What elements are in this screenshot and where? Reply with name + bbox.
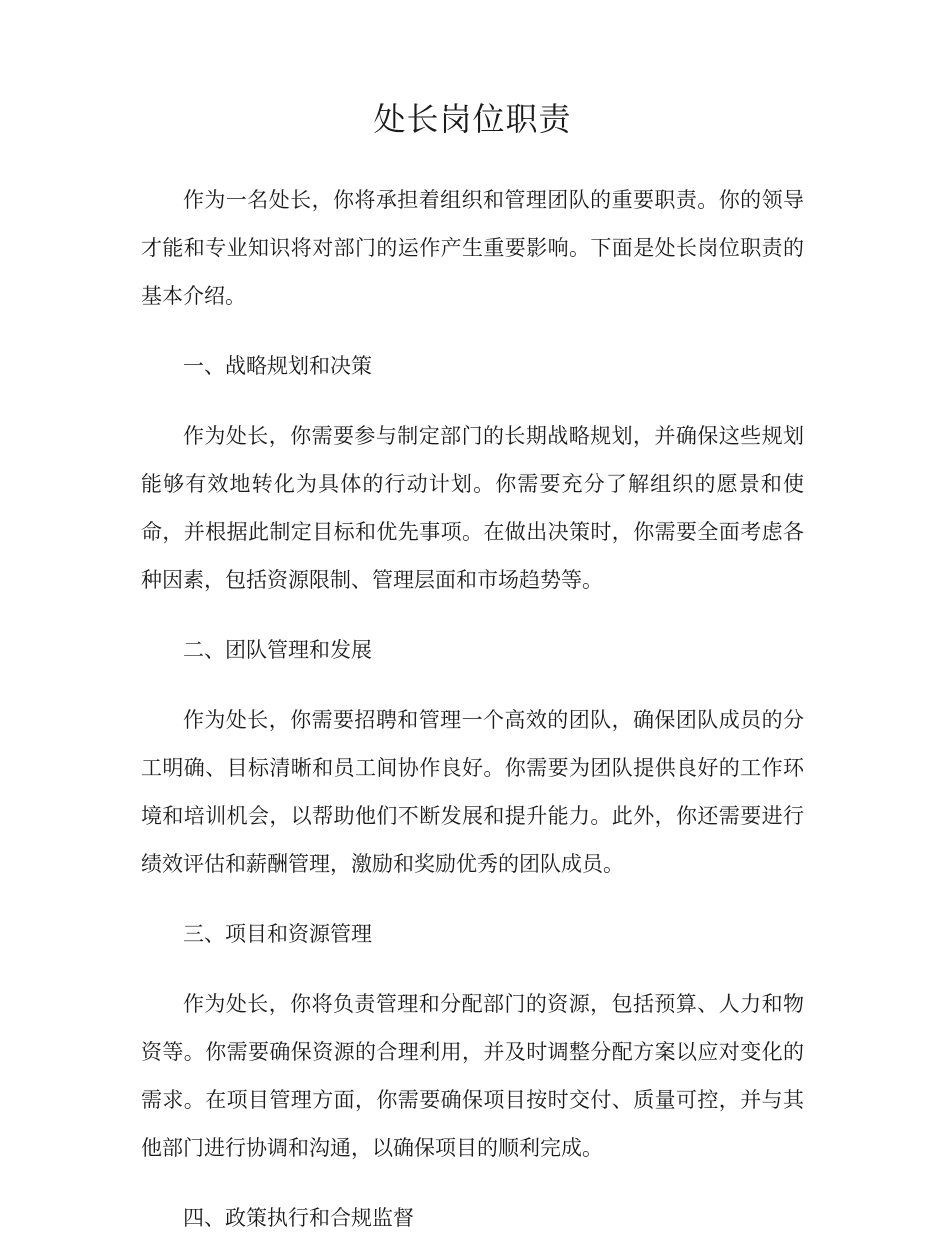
document-title: 处长岗位职责	[373, 100, 572, 138]
section-heading-4: 四、政策执行和合规监督	[183, 1206, 414, 1230]
section-body-3: 作为处长，你将负责管理和分配部门的资源，包括预算、人力和物资等。你需要确保资源的合理利用，并及时调整分配方案以应对变化的需求。在项目管理方面，你需要确保项目按时交付、质量可控，并与其他部门进行协调和沟通，以确保项目的顺利完成。	[141, 992, 804, 1160]
section-heading-1: 一、战略规划和决策	[183, 354, 372, 378]
intro-paragraph: 作为一名处长，你将承担着组织和管理团队的重要职责。你的领导才能和专业知识将对部门的运作产生重要影响。下面是处长岗位职责的基本介绍。	[141, 188, 804, 308]
section-body-2: 作为处长，你需要招聘和管理一个高效的团队，确保团队成员的分工明确、目标清晰和员工间协作良好。你需要为团队提供良好的工作环境和培训机会，以帮助他们不断发展和提升能力。此外，你还需要进行绩效评估和薪酬管理，激励和奖励优秀的团队成员。	[141, 708, 804, 876]
section-heading-2: 二、团队管理和发展	[183, 638, 372, 662]
section-body-1: 作为处长，你需要参与制定部门的长期战略规划，并确保这些规划能够有效地转化为具体的行动计划。你需要充分了解组织的愿景和使命，并根据此制定目标和优先事项。在做出决策时，你需要全面考虑各种因素，包括资源限制、管理层面和市场趋势等。	[141, 424, 804, 592]
section-heading-3: 三、项目和资源管理	[183, 922, 372, 946]
